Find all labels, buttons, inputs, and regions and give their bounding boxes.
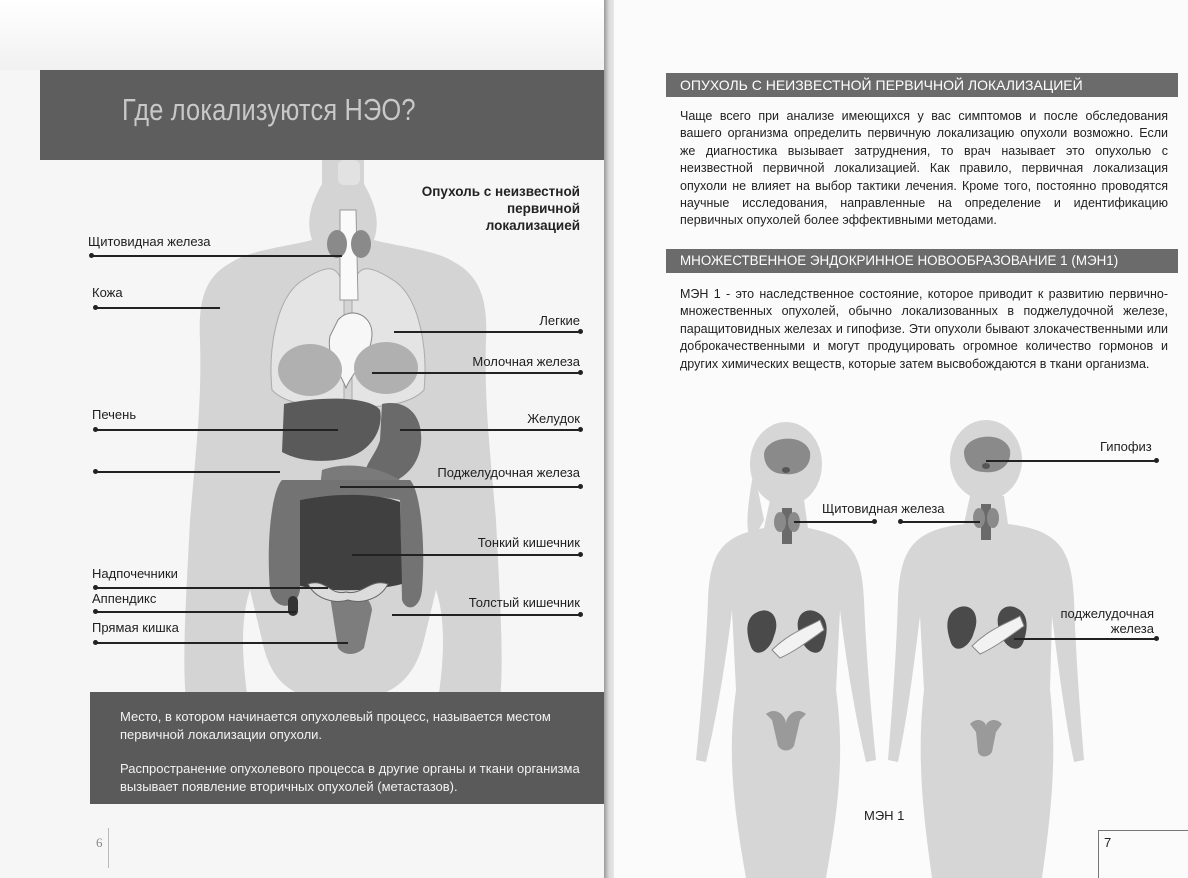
leader-dot bbox=[578, 612, 583, 617]
leader-dot bbox=[578, 552, 583, 557]
leader-line bbox=[394, 331, 580, 333]
label-liver: Печень bbox=[92, 407, 137, 422]
info-paragraph: Распространение опухолевого процесса в другие органы и ткани организма вызывает появление вторичных опухолей (метастазов). bbox=[120, 761, 580, 794]
leader-dot bbox=[578, 484, 583, 489]
info-box bbox=[90, 692, 606, 804]
leader-line bbox=[900, 521, 980, 523]
leader-line bbox=[96, 587, 328, 589]
leader-line bbox=[92, 255, 342, 257]
breast-right bbox=[354, 342, 418, 394]
label-stomach: Желудок bbox=[527, 411, 580, 426]
leader-dot bbox=[578, 427, 583, 432]
right-page bbox=[614, 0, 1188, 878]
leader-line bbox=[352, 554, 580, 556]
appendix bbox=[288, 596, 298, 616]
leader-line bbox=[340, 486, 580, 488]
leader-line bbox=[794, 521, 874, 523]
section-text: Чаще всего при анализе имеющихся у вас симптомов и после обследования вашего организма определить первичную локализацию опухоли возможно. Если же диагностика вызывает затруднения, то врач называет это опухолью с неизвестной первичной локализацией. Как правило, первичная локализация опухоли не влияет на выбор тактики лечения. Кроме того, постоянно проводятся научные исследования, направленные на определение и идентификацию первичных опухолей более эффективными методами. bbox=[680, 109, 1168, 228]
page-number: 7 bbox=[1104, 835, 1112, 850]
label-adrenals: Надпочечники bbox=[92, 566, 178, 581]
leader-line bbox=[96, 642, 348, 644]
label-pituitary: Гипофиз bbox=[1100, 439, 1152, 454]
section-heading: МНОЖЕСТВЕННОЕ ЭНДОКРИННОЕ НОВООБРАЗОВАНИЕ 1 (МЭН1) bbox=[666, 249, 1178, 273]
label-skin: Кожа bbox=[92, 285, 123, 300]
leader-line bbox=[96, 471, 280, 473]
label-pancreas: поджелудочная железа bbox=[1060, 606, 1154, 636]
pituitary-female bbox=[782, 467, 790, 473]
small-intestine bbox=[300, 495, 402, 590]
leader-line bbox=[400, 429, 580, 431]
thyroid bbox=[327, 230, 347, 258]
leader-line bbox=[392, 614, 580, 616]
breast-left bbox=[278, 344, 342, 396]
leader-dot bbox=[872, 519, 877, 524]
label-lungs: Легкие bbox=[539, 313, 580, 328]
info-paragraph: Место, в котором начинается опухолевый процесс, называется местом первичной локализации опухоли. bbox=[120, 709, 551, 742]
leader-dot bbox=[578, 370, 583, 375]
section-text: МЭН 1 - это наследственное состояние, которое приводит к развитию первично-множественных опухолей, обычно локализованных в поджелудочной железе, паращитовидных железах и гипофизе. Эти опухоли бывают злокачественными или доброкачественными и могут продуцировать огромное количество гормонов и других химических веществ, которые затем высвобождаются в ткани организма. bbox=[680, 287, 1168, 371]
leader-line bbox=[372, 372, 580, 374]
leader-line bbox=[96, 307, 220, 309]
leader-dot bbox=[1154, 458, 1159, 463]
figure-caption: МЭН 1 bbox=[864, 808, 905, 823]
page-number: 6 bbox=[96, 835, 103, 850]
leader-line bbox=[986, 460, 1156, 462]
leader-line bbox=[96, 429, 338, 431]
pituitary-male bbox=[982, 463, 990, 469]
page-number-box bbox=[1098, 830, 1188, 878]
unknown-primary-heading: Опухоль с неизвестной первичной локализацией bbox=[421, 184, 580, 233]
label-small-intestine: Тонкий кишечник bbox=[477, 535, 580, 550]
label-pancreas: Поджелудочная железа bbox=[437, 465, 580, 480]
divider bbox=[108, 828, 109, 868]
leader-dot bbox=[578, 329, 583, 334]
leader-line bbox=[1014, 638, 1156, 640]
label-appendix: Аппендикс bbox=[92, 591, 157, 606]
neck bbox=[338, 160, 360, 185]
page-title: Где локализуются НЭО? bbox=[122, 92, 416, 127]
label-thyroid: Щитовидная железа bbox=[88, 234, 211, 249]
label-large-intestine: Толстый кишечник bbox=[468, 595, 580, 610]
section-heading: ОПУХОЛЬ С НЕИЗВЕСТНОЙ ПЕРВИЧНОЙ ЛОКАЛИЗАЦИЕЙ bbox=[666, 73, 1178, 97]
label-thyroid: Щитовидная железа bbox=[822, 501, 945, 516]
label-breast: Молочная железа bbox=[472, 354, 580, 369]
leader-line bbox=[96, 611, 296, 613]
label-rectum: Прямая кишка bbox=[92, 620, 179, 635]
leader-dot bbox=[1154, 636, 1159, 641]
